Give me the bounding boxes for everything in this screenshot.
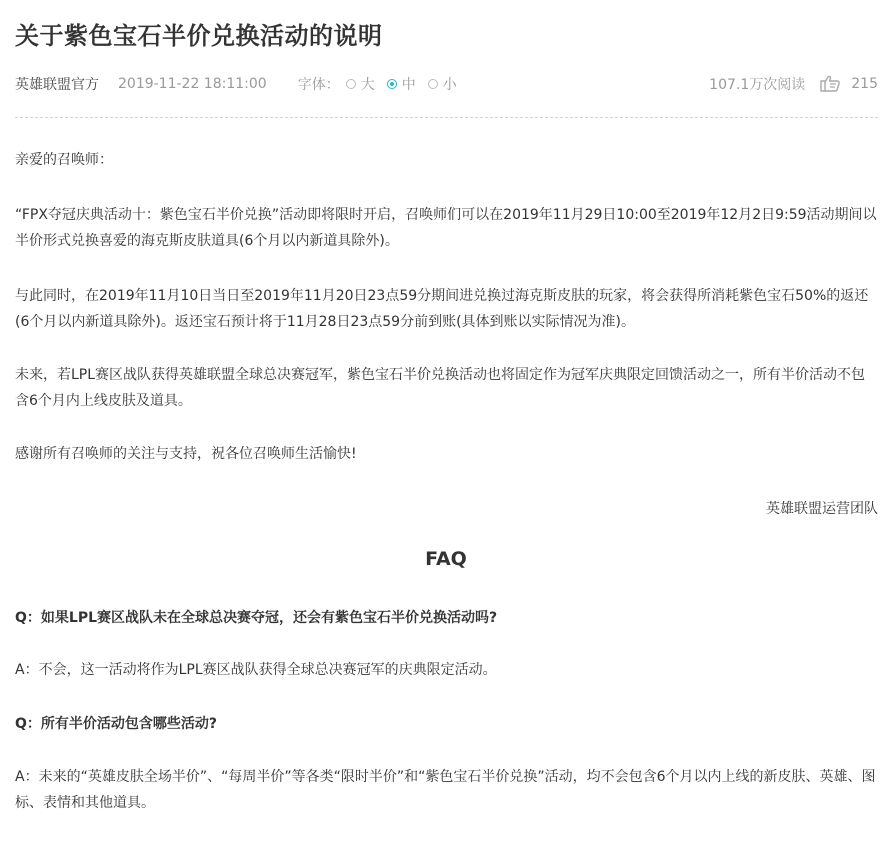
article-stats (709, 74, 878, 94)
radio-unselected-icon (346, 79, 356, 89)
signature: 英雄联盟运营团队 (766, 501, 878, 517)
font-size-option-label: 小 (442, 77, 457, 93)
read-count: 107.1万次阅读 (709, 77, 806, 93)
font-size-label: 字体： (297, 77, 340, 93)
content-paragraph-3: 未来，若LPL赛区战队获得英雄联盟全球总决赛冠军，紫色宝石半价兑换活动也将固定作为冠军庆典限定回馈活动之一，所有半价活动不包含6个月内上线皮肤及道具。 (15, 367, 866, 409)
content-paragraph-2: 与此同时，在2019年11月10日当日至2019年11月20日23点59分期间进兑换过海克斯皮肤的玩家，将会获得所消耗紫色宝石50%的返还(6个月以内新道具除外)。返还宝石预计将于11月28日23点59分前到账(具体到账以实际情况为准)。 (15, 288, 869, 330)
font-size-option-label: 大 (360, 77, 375, 93)
content-paragraph-1: “FPX夺冠庆典活动十：紫色宝石半价兑换”活动即将限时开启，召唤师们可以在2019年11月29日10:00至2019年12月2日9:59活动期间以半价形式兑换喜爱的海克斯皮肤道具(6个月以内新道具除外)。 (15, 207, 877, 249)
faq-answer-2: A：未来的“英雄皮肤全场半价”、“每周半价”等各类“限时半价”和“紫色宝石半价兑换”活动，均不会包含6个月以内上线的新皮肤、英雄、图标、表情和其他道具。 (15, 769, 876, 811)
font-size-option-large[interactable] (346, 74, 375, 94)
radio-selected-icon (387, 79, 397, 89)
font-size-option-medium[interactable] (387, 74, 416, 94)
author-name[interactable]: 英雄联盟官方 (15, 77, 99, 93)
article-meta (15, 74, 878, 94)
thumbs-up-hand-icon[interactable] (819, 75, 841, 93)
radio-unselected-icon (428, 79, 438, 89)
faq-question-2: Q：所有半价活动包含哪些活动? (15, 716, 218, 732)
like-count: 215 (851, 76, 878, 92)
publish-datetime: 2019-11-22 18:11:00 (118, 76, 267, 92)
faq-heading: FAQ (425, 548, 467, 570)
greeting-paragraph: 亲爱的召唤师： (15, 152, 113, 168)
font-size-option-label: 中 (401, 77, 416, 93)
article-title: 关于紫色宝石半价兑换活动的说明 (15, 22, 383, 50)
faq-answer-1: A：不会，这一活动将作为LPL赛区战队获得全球总决赛冠军的庆典限定活动。 (15, 662, 497, 678)
font-size-option-small[interactable] (428, 74, 457, 94)
faq-question-1: Q：如果LPL赛区战队未在全球总决赛夺冠，还会有紫色宝石半价兑换活动吗? (15, 610, 498, 626)
content-paragraph-4: 感谢所有召唤师的关注与支持，祝各位召唤师生活愉快! (15, 446, 357, 462)
meta-divider (15, 117, 878, 118)
